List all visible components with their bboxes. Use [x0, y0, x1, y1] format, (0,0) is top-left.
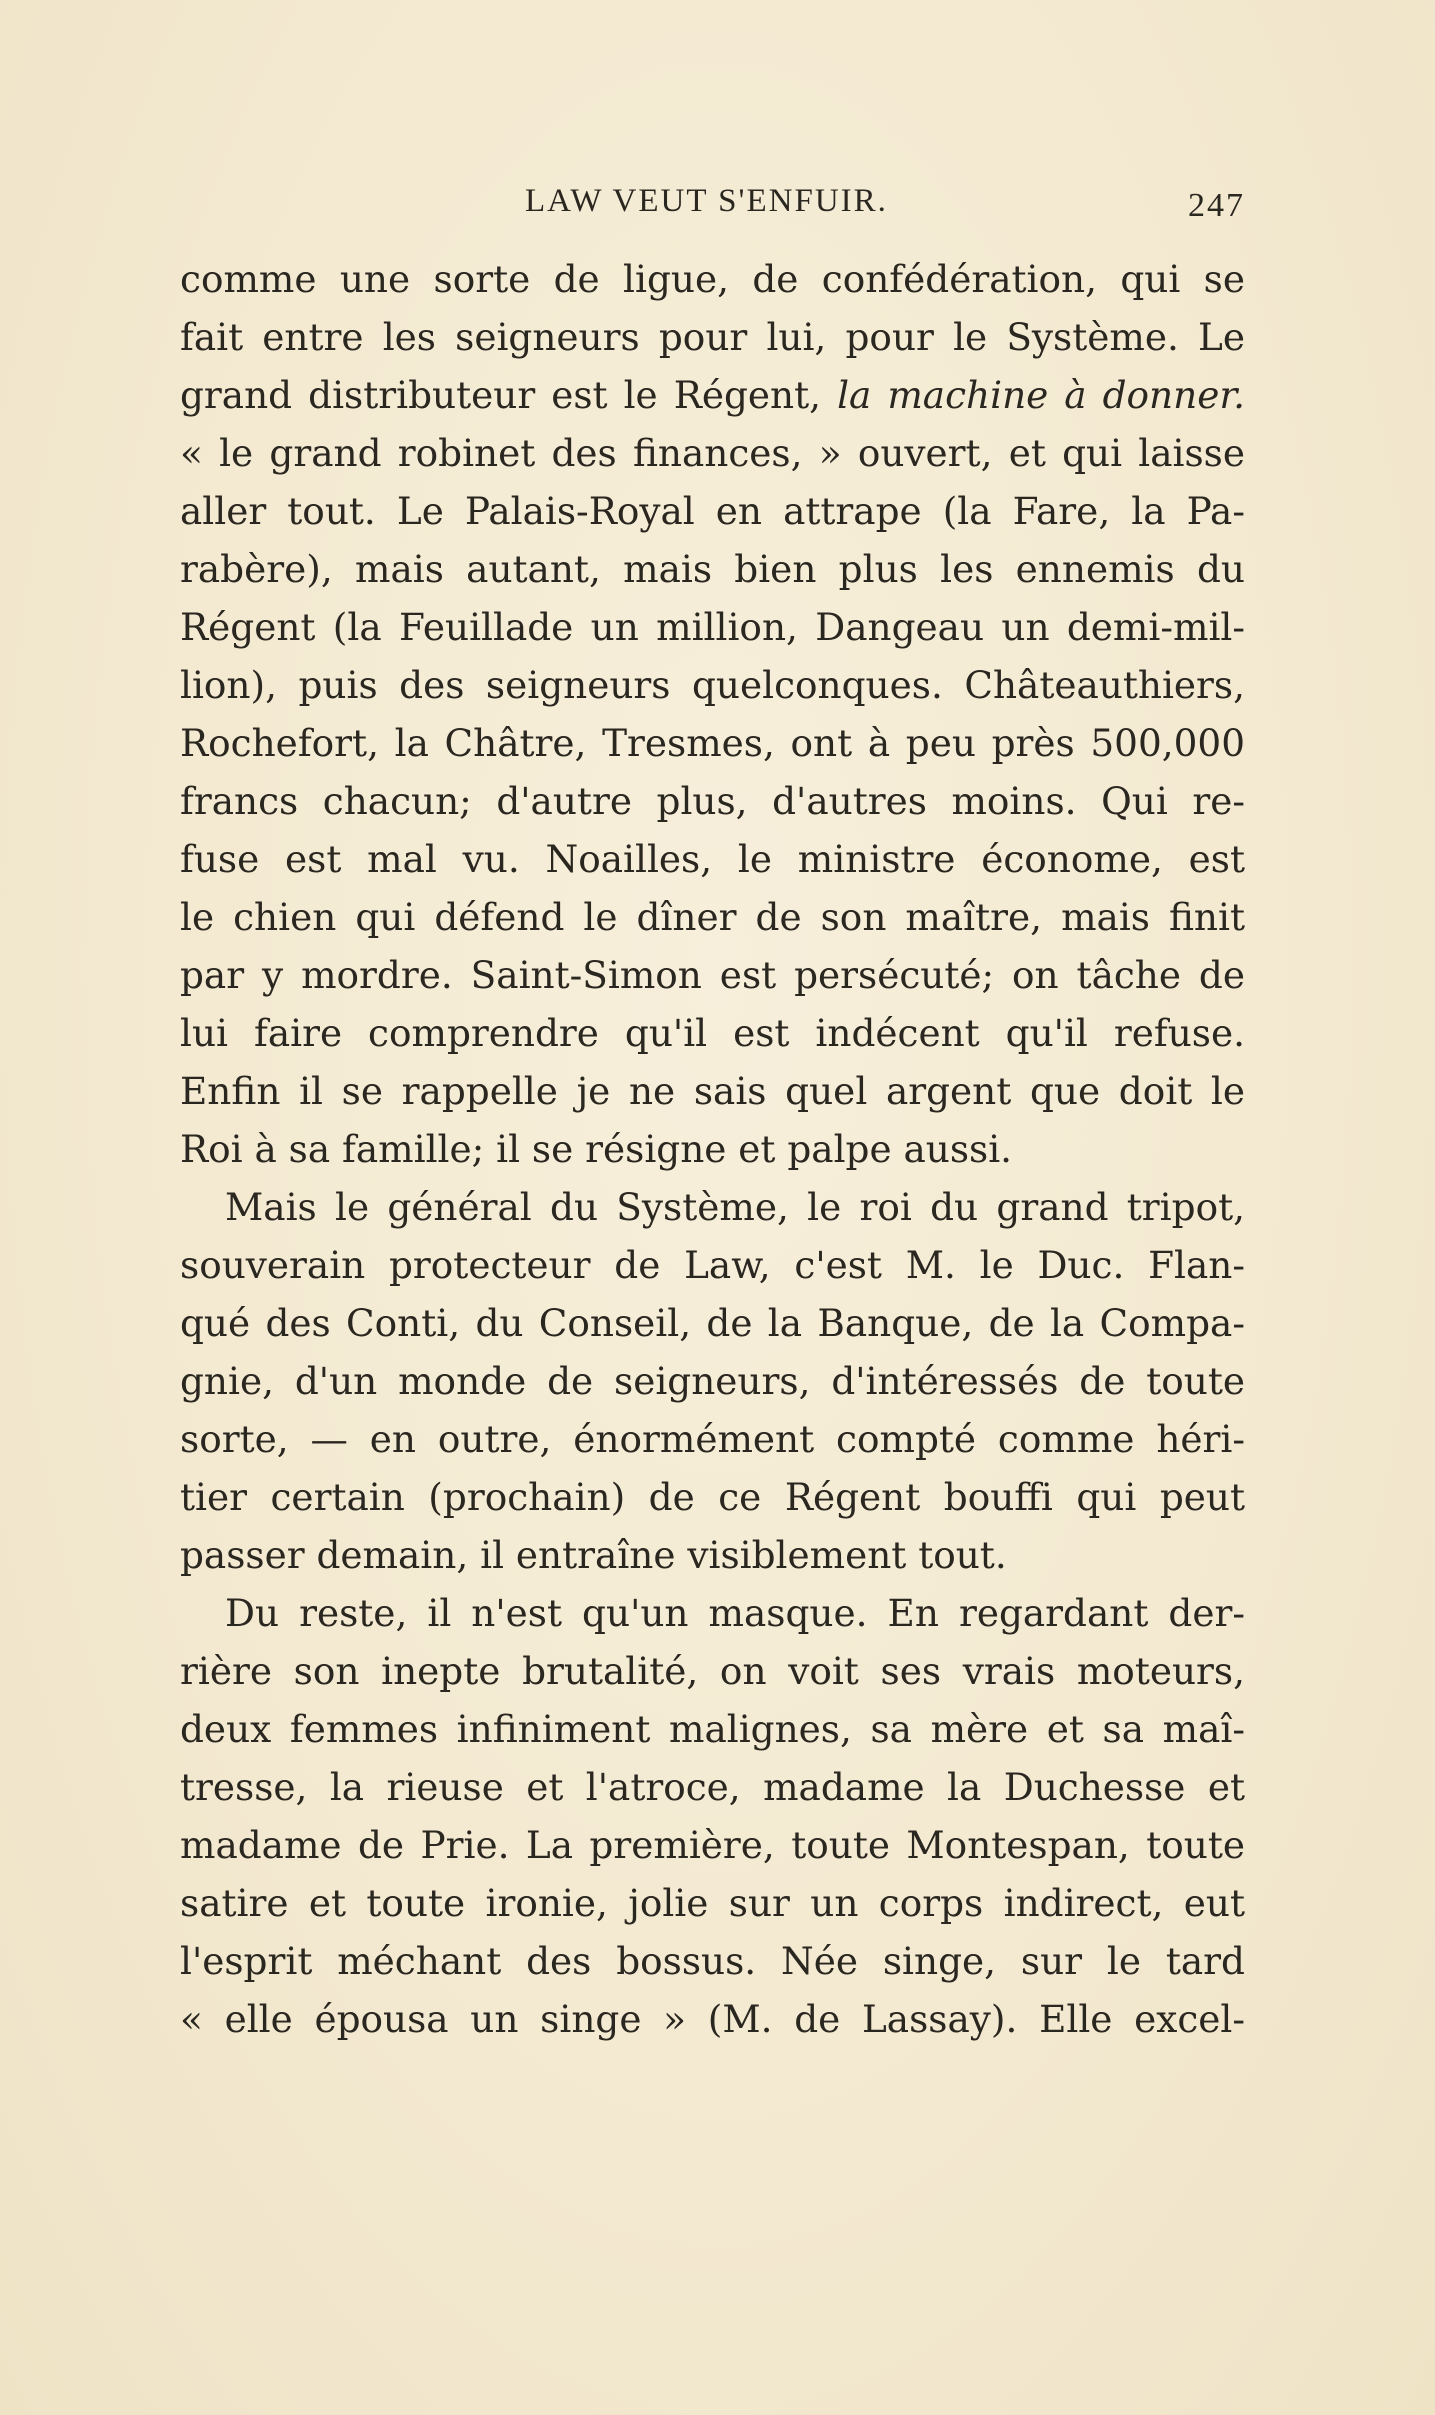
text-line: Roi à sa famille; il se résigne et palpe aussi.: [180, 1127, 1013, 1171]
paragraph-3: [180, 1584, 1245, 2048]
text-line: fait entre les seigneurs pour lui, pour le Système. Le: [180, 315, 1245, 359]
text-line: lui faire comprendre qu'il est indécent qu'il refuse.: [180, 1011, 1245, 1055]
text-line: Mais le général du Système, le roi du grand tripot,: [225, 1185, 1245, 1229]
text-line: souverain protecteur de Law, c'est M. le Duc. Flan-: [180, 1243, 1245, 1287]
text-line: Enfin il se rappelle je ne sais quel argent que doit le: [180, 1069, 1245, 1113]
text-line: Régent (la Feuillade un million, Dangeau un demi-mil-: [180, 605, 1245, 649]
text-line: gnie, d'un monde de seigneurs, d'intéressés de toute: [180, 1359, 1245, 1403]
text-line: aller tout. Le Palais-Royal en attrape (la Fare, la Pa-: [180, 489, 1245, 533]
text-line: rière son inepte brutalité, on voit ses vrais moteurs,: [180, 1649, 1245, 1693]
running-title: LAW VEUT S'ENFUIR.: [525, 183, 888, 219]
text-line: qué des Conti, du Conseil, de la Banque, de la Compa-: [180, 1301, 1245, 1345]
italic-phrase: la machine à donner.: [837, 373, 1245, 417]
text-line: par y mordre. Saint-Simon est persécuté; on tâche de: [180, 953, 1245, 997]
text-line: lion), puis des seigneurs quelconques. Châteauthiers,: [180, 663, 1245, 707]
running-header: [180, 183, 1245, 233]
text-line: passer demain, il entraîne visiblement tout.: [180, 1533, 1007, 1577]
text-line-with-italic: [180, 366, 1245, 424]
text-line: madame de Prie. La première, toute Montespan, toute: [180, 1823, 1245, 1867]
text-line: Rochefort, la Châtre, Tresmes, ont à peu près 500,000: [180, 721, 1245, 765]
paragraph-2: [180, 1178, 1245, 1584]
page-number: 247: [1188, 187, 1245, 224]
paragraph-1: [180, 250, 1245, 1178]
text-line: tresse, la rieuse et l'atroce, madame la Duchesse et: [180, 1765, 1245, 1809]
text-line: l'esprit méchant des bossus. Née singe, sur le tard: [180, 1939, 1245, 1983]
text-fragment: grand distributeur est le Régent,: [180, 373, 838, 417]
text-line: deux femmes infiniment malignes, sa mère et sa maî-: [180, 1707, 1245, 1751]
text-line: fuse est mal vu. Noailles, le ministre économe, est: [180, 837, 1245, 881]
text-line: satire et toute ironie, jolie sur un corps indirect, eut: [180, 1881, 1245, 1925]
text-line: sorte, — en outre, énormément compté comme héri-: [180, 1417, 1245, 1461]
text-line: francs chacun; d'autre plus, d'autres moins. Qui re-: [180, 779, 1245, 823]
text-line: « le grand robinet des finances, » ouvert, et qui laisse: [180, 431, 1245, 475]
text-line: rabère), mais autant, mais bien plus les ennemis du: [180, 547, 1245, 591]
text-line: Du reste, il n'est qu'un masque. En regardant der-: [225, 1591, 1245, 1635]
text-line: « elle épousa un singe » (M. de Lassay). Elle excel-: [180, 1997, 1245, 2041]
text-line: tier certain (prochain) de ce Régent bouffi qui peut: [180, 1475, 1245, 1519]
text-line: comme une sorte de ligue, de confédération, qui se: [180, 257, 1245, 301]
text-line: le chien qui défend le dîner de son maître, mais finit: [180, 895, 1245, 939]
body-text: [180, 250, 1245, 2048]
